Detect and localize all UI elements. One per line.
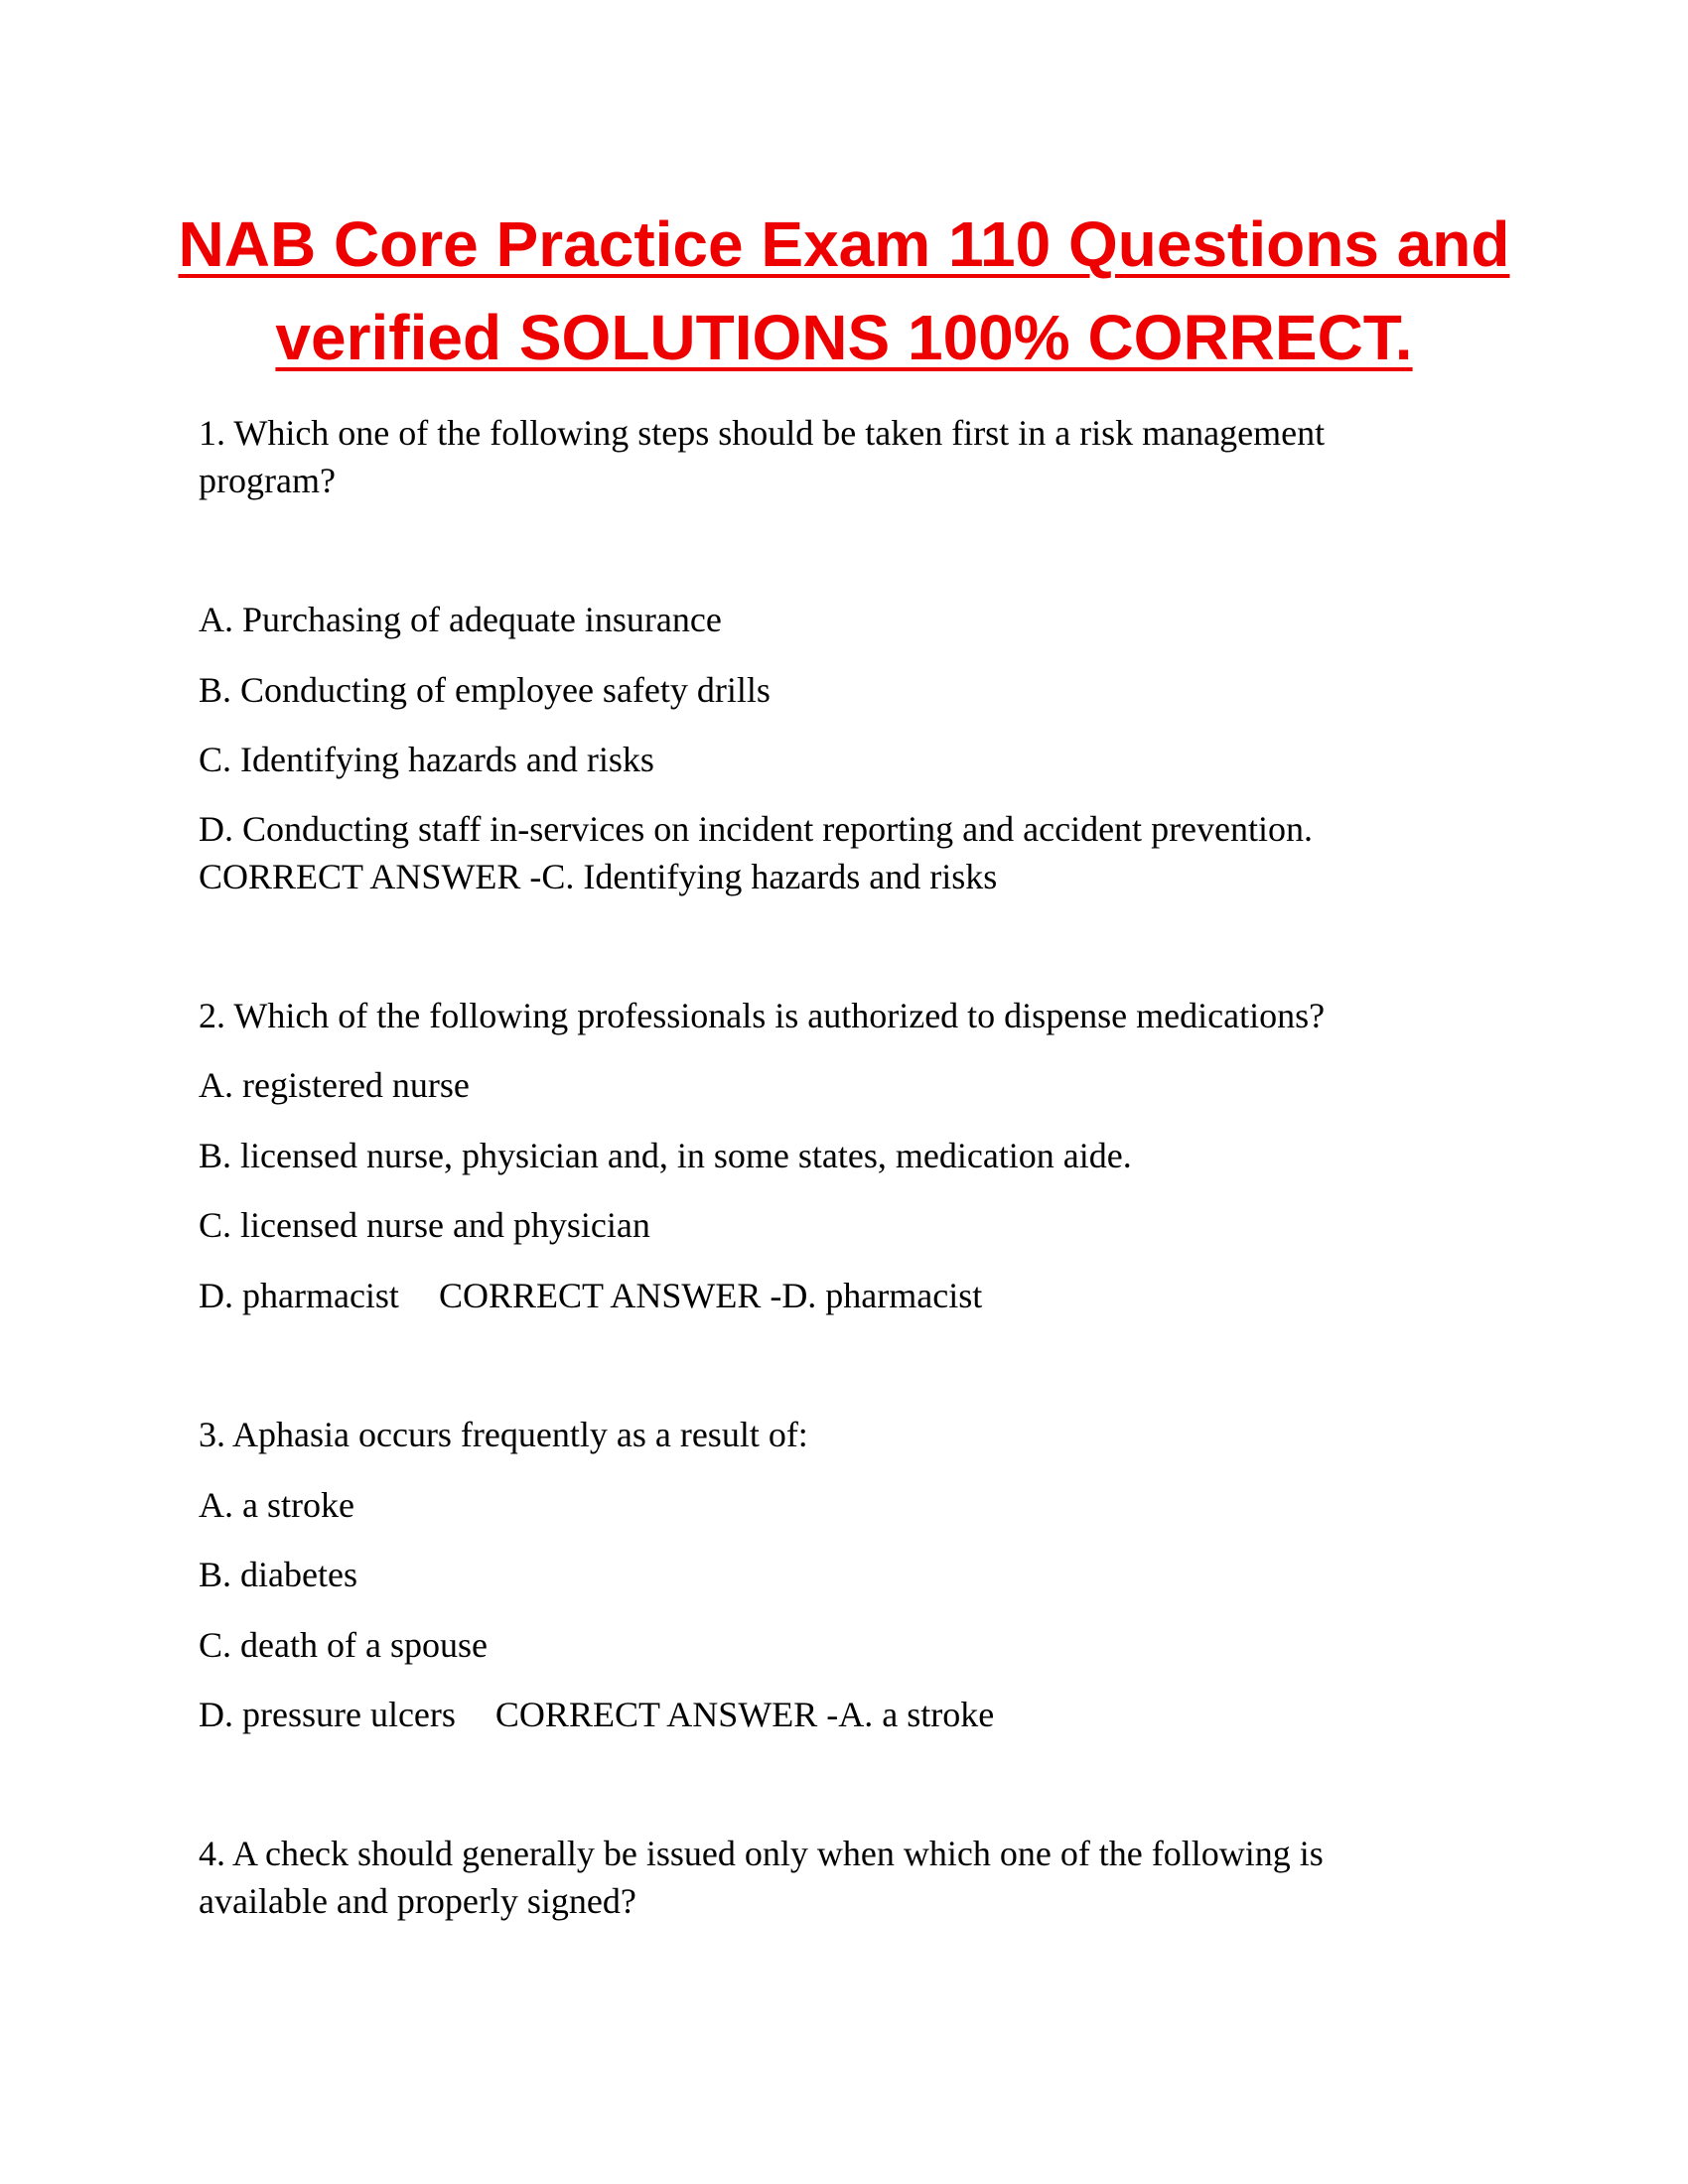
- question-1-text: 1. Which one of the following steps should be taken first in a risk management: [199, 413, 1326, 453]
- question-3-option-d-line: [199, 1691, 994, 1738]
- question-3-option-d: D. pressure ulcers: [199, 1695, 456, 1734]
- question-3-option-a: A. a stroke: [199, 1485, 354, 1525]
- document-title-line-1: NAB Core Practice Exam 110 Questions and: [178, 208, 1510, 280]
- question-2-option-d: D. pharmacist: [199, 1276, 399, 1315]
- question-1-option-b: B. Conducting of employee safety drills: [199, 670, 771, 710]
- question-3-option-b: B. diabetes: [199, 1555, 357, 1594]
- question-1-option-d: D. Conducting staff in-services on incident reporting and accident prevention.: [199, 809, 1314, 849]
- question-2-option-a: A. registered nurse: [199, 1065, 470, 1105]
- question-3-text: 3. Aphasia occurs frequently as a result of:: [199, 1415, 808, 1454]
- question-1-text-cont: program?: [199, 461, 336, 500]
- question-4-text-cont: available and properly signed?: [199, 1881, 636, 1921]
- question-3-option-c: C. death of a spouse: [199, 1625, 488, 1665]
- question-2-option-c: C. licensed nurse and physician: [199, 1205, 650, 1245]
- question-1-option-c: C. Identifying hazards and risks: [199, 740, 654, 779]
- question-2-correct-answer: CORRECT ANSWER -D. pharmacist: [438, 1276, 983, 1315]
- question-2-option-d-line: [199, 1272, 982, 1319]
- question-1-option-a: A. Purchasing of adequate insurance: [199, 600, 722, 639]
- question-2-text: 2. Which of the following professionals is authorized to dispense medications?: [199, 996, 1326, 1035]
- question-4-text: 4. A check should generally be issued only when which one of the following is: [199, 1834, 1324, 1873]
- question-2-option-b: B. licensed nurse, physician and, in some states, medication aide.: [199, 1136, 1132, 1175]
- document-title-line-2: verified SOLUTIONS 100% CORRECT.: [275, 302, 1413, 373]
- question-1-correct-answer: CORRECT ANSWER -C. Identifying hazards and risks: [199, 857, 998, 896]
- question-3-correct-answer: CORRECT ANSWER -A. a stroke: [494, 1695, 995, 1734]
